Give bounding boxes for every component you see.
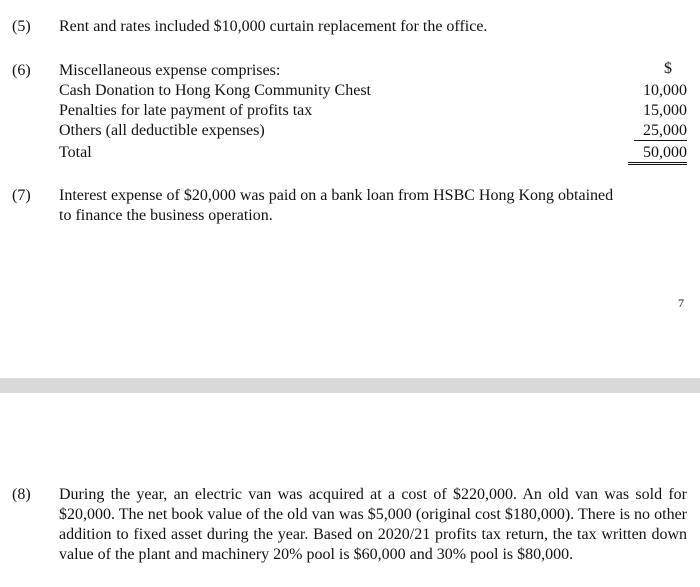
note-6-heading: Miscellaneous expense comprises:	[59, 62, 281, 79]
expense-item-amount: 10,000	[643, 82, 687, 99]
expense-item-amount: 15,000	[643, 102, 687, 119]
currency-header: $	[664, 60, 672, 77]
expense-item-label: Cash Donation to Hong Kong Community Chest	[59, 82, 371, 99]
expense-item-amount: 25,000	[634, 121, 687, 141]
note-7-line-1: Interest expense of $20,000 was paid on a bank loan from HSBC Hong Kong obtained	[59, 187, 614, 204]
note-8-text: During the year, an electric van was acquired at a cost of $220,000. An old van was sold for $20,000. The net book value of the old van was $5,000 (original cost $180,000). There is no other addition to fixed asset during the year. Based on 2020/21 profits tax return, the tax written down value of the plant and machinery 20% pool is $60,000 and 30% pool is $80,000.	[59, 486, 687, 563]
note-5-text: Rent and rates included $10,000 curtain replacement for the office.	[59, 18, 488, 35]
total-label: Total	[59, 144, 92, 161]
total-amount: 50,000	[628, 143, 687, 165]
note-6-number: (6)	[12, 62, 31, 79]
expense-item-label: Others (all deductible expenses)	[59, 122, 265, 139]
page-separator	[0, 378, 700, 393]
note-7-line-2: to finance the business operation.	[59, 207, 273, 224]
page-bottom	[0, 393, 700, 587]
note-5-number: (5)	[12, 18, 31, 35]
page-number: 7	[678, 296, 684, 310]
note-8-number: (8)	[12, 486, 31, 503]
note-7-number: (7)	[12, 187, 31, 204]
expense-item-label: Penalties for late payment of profits tax	[59, 102, 313, 119]
